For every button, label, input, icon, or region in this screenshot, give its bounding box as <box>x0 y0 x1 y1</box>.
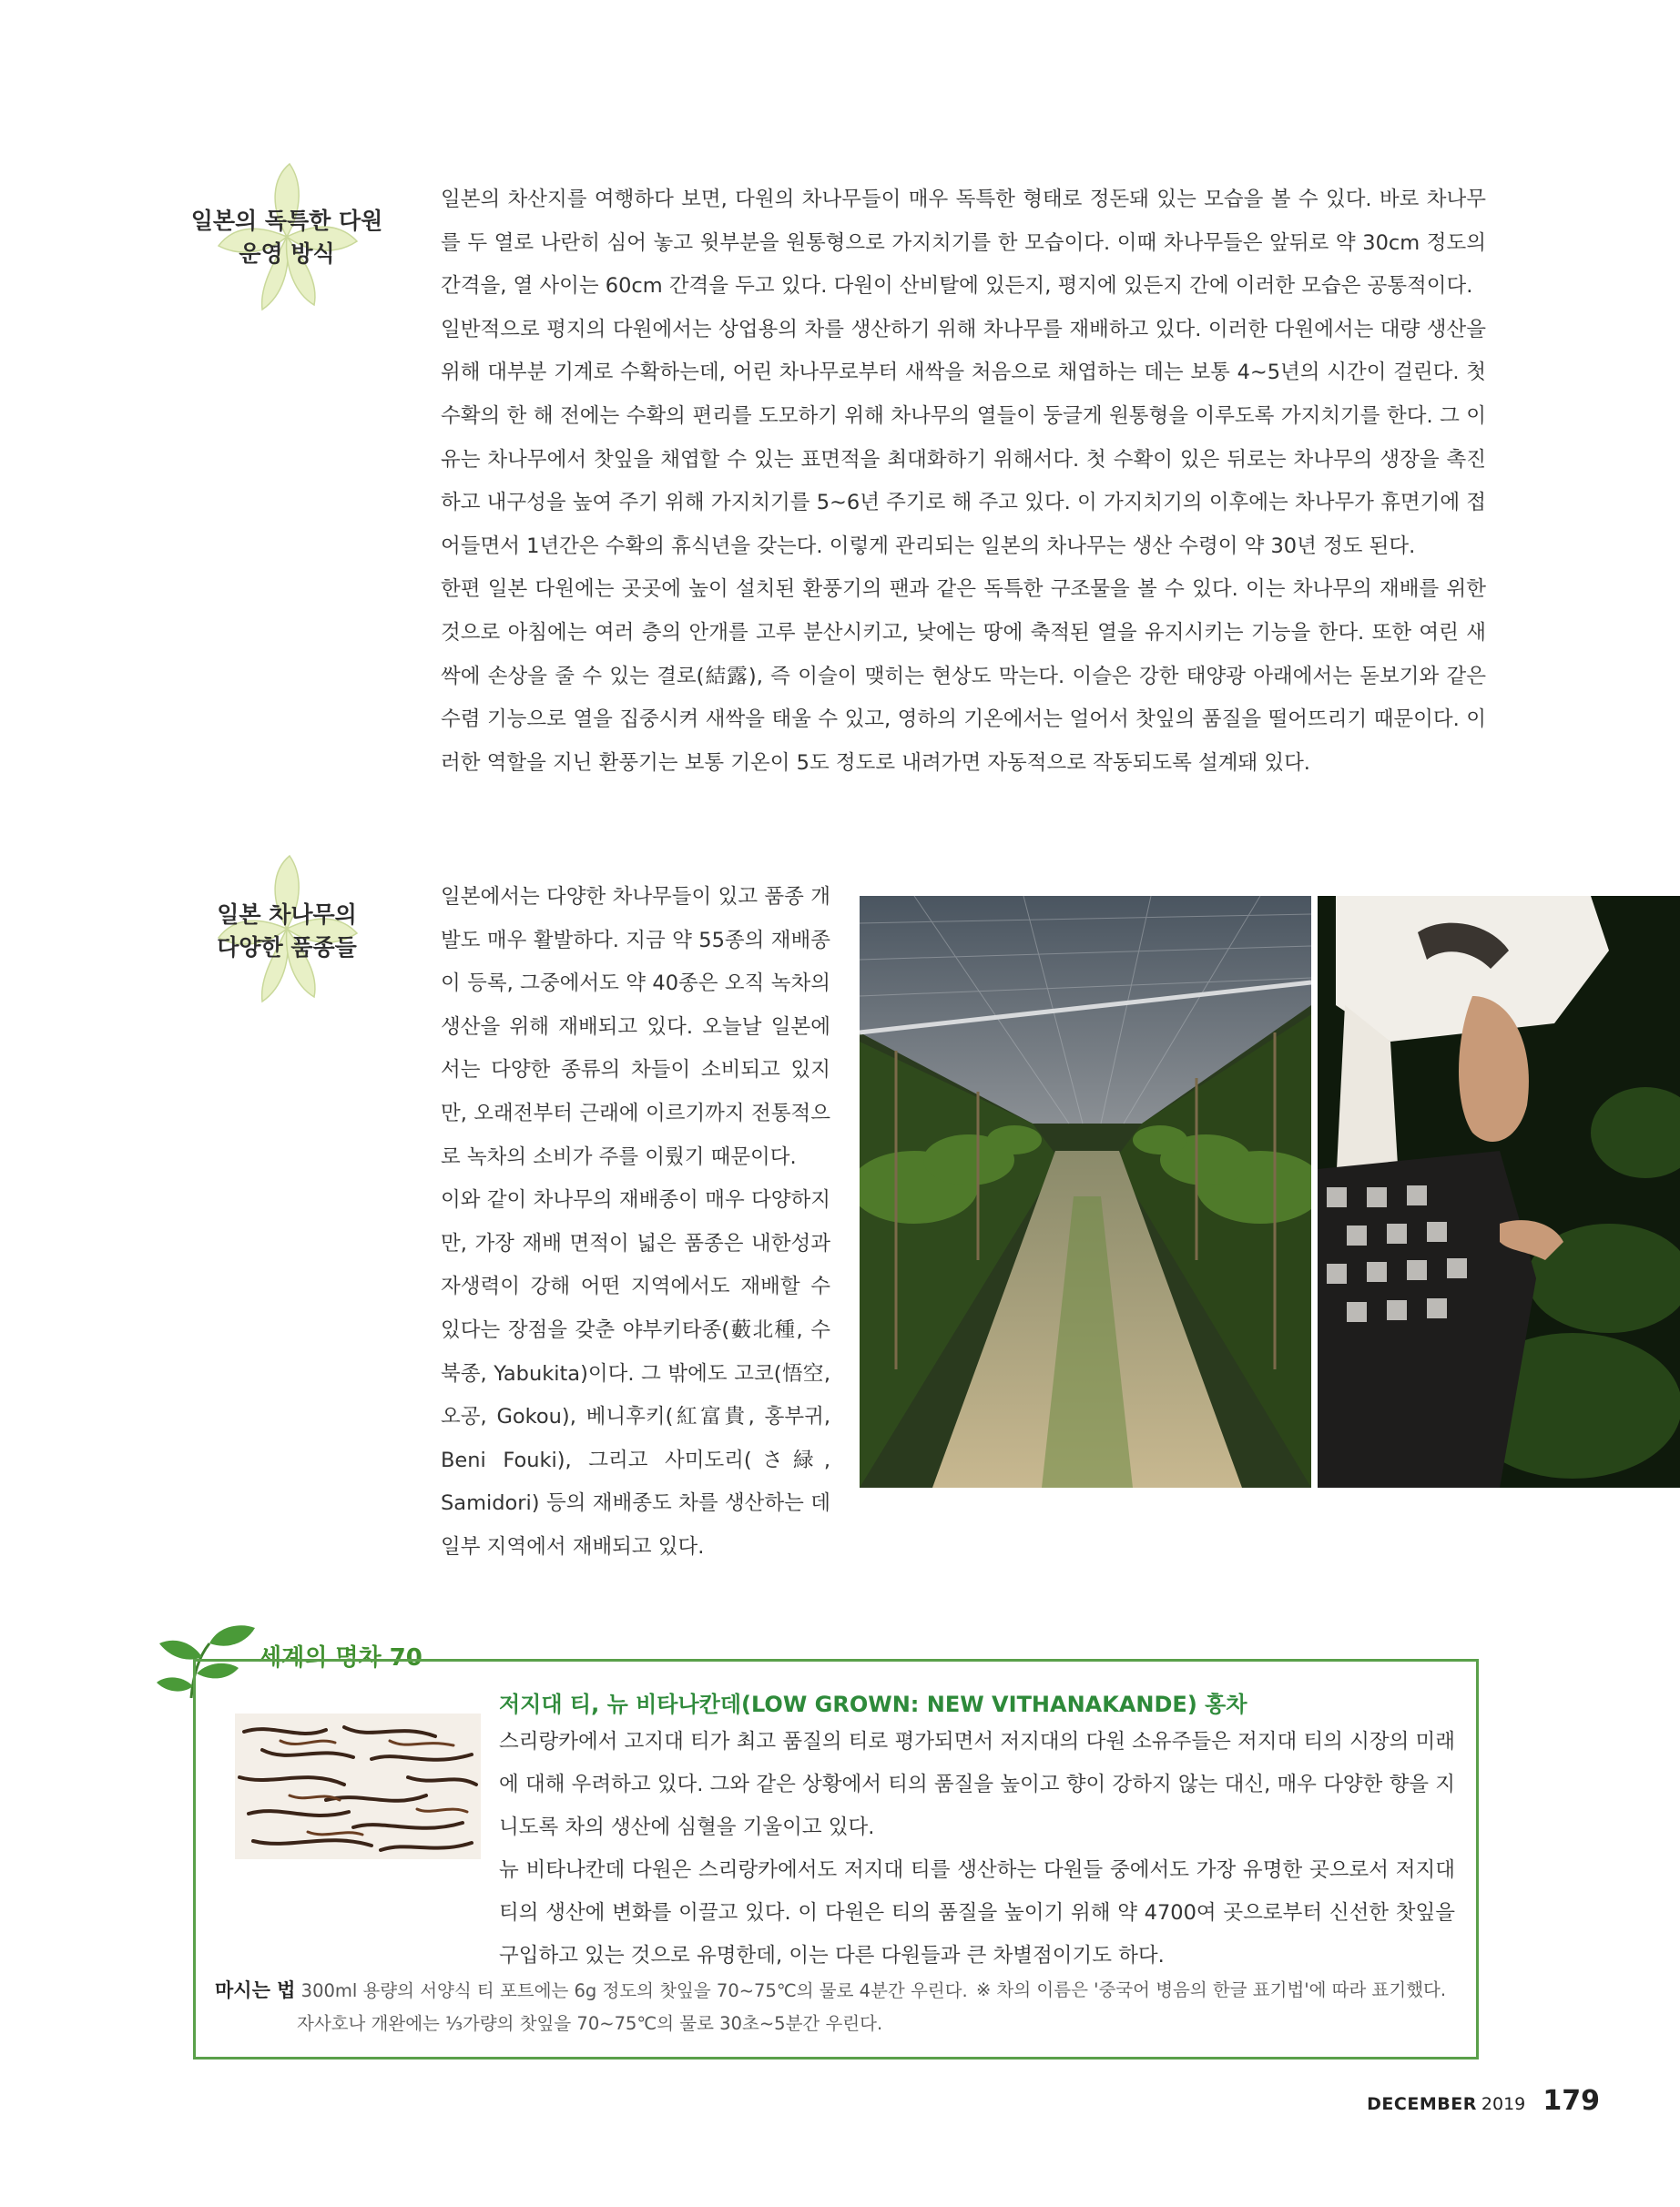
sidebar-title: 저지대 티, 뉴 비타나칸데(LOW GROWN: NEW VITHANAKANDE) 홍차 <box>499 1692 1247 1717</box>
page-number: 179 <box>1543 2085 1600 2117</box>
brewing-text2: 자사호나 개완에는 ⅓가량의 찻잎을 70~75℃의 물로 30초~5분간 우린다. <box>297 2013 883 2034</box>
sidebar-body <box>499 1721 1455 1978</box>
paragraph: 뉴 비타나칸데 다원은 스리랑카에서도 저지대 티를 생산하는 다원들 중에서도 가장 유명한 곳으로서 저지대 티의 생산에 변화를 이끌고 있다. 이 다원은 티의 품질을 높이기 위해 약 4700여 곳으로부터 신선한 찻잎을 구입하고 있는 것으로 유명한데, 이는 다른 다원들과 큰 차별점이기도 하다. <box>499 1858 1455 1968</box>
section1-label-line2: 운영 방식 <box>239 240 335 267</box>
tea-garden-illustration <box>860 896 1311 1488</box>
paragraph: 스리랑카에서 고지대 티가 최고 품질의 티로 평가되면서 저지대의 다원 소유주들은 저지대 티의 시장의 미래에 대해 우려하고 있다. 그와 같은 상황에서 티의 품질을 높이고 향이 강하지 않는 대신, 매우 다양한 향을 지니도록 차의 생산에 심혈을 기울이고 있다. <box>499 1730 1455 1839</box>
section2-label <box>182 851 392 1006</box>
paragraph: 한편 일본 다원에는 곳곳에 높이 설치된 환풍기의 팬과 같은 독특한 구조물을 볼 수 있다. 이는 차나무의 재배를 위한 것으로 아침에는 여러 층의 안개를 고루 분산시키고, 낮에는 땅에 축적된 열을 유지시키는 기능을 한다. 또한 여린 새싹에 손상을 줄 수 있는 결로(結露), 즉 이슬이 맺히는 현상도 막는다. 이슬은 강한 태양광 아래에서는 돋보기와 같은 수렴 기능으로 열을 집중시켜 새싹을 태울 수 있고, 영하의 기온에서는 얼어서 찻잎의 품질을 떨어뜨리기 때문이다. 이러한 역할을 지닌 환풍기는 보통 기온이 5도 정도로 내려가면 자동적으로 작동되도록 설계돼 있다. <box>441 577 1486 775</box>
series-title: 세계의 명차 70 <box>259 1644 423 1672</box>
page-folio <box>1367 2085 1600 2117</box>
folio-year: 2019 <box>1481 2094 1526 2114</box>
section2-label-line1: 일본 차나무의 <box>217 901 357 928</box>
section1-label-line1: 일본의 독특한 다원 <box>190 208 383 234</box>
paragraph: 일본의 차산지를 여행하다 보면, 다원의 차나무들이 매우 독특한 형태로 정돈돼 있는 모습을 볼 수 있다. 바로 차나무를 두 열로 나란히 심어 놓고 윗부분을 원통형으로 가지치기를 한 모습이다. 이때 차나무들은 앞뒤로 약 30cm 정도의 간격을, 열 사이는 60cm 간격을 두고 있다. 다원이 산비탈에 있든지, 평지에 있든지 간에 이러한 모습은 공통적이다. <box>441 188 1486 299</box>
tea-picker-illustration <box>1318 896 1680 1488</box>
paragraph: 일반적으로 평지의 다원에서는 상업용의 차를 생산하기 위해 차나무를 재배하고 있다. 이러한 다원에서는 대량 생산을 위해 대부분 기계로 수확하는데, 어린 차나무로부터 새싹을 처음으로 채엽하는 데는 보통 4~5년의 시간이 걸린다. 첫 수확의 한 해 전에는 수확의 편리를 도모하기 위해 차나무의 열들이 둥글게 원통형을 이루도록 가지치기를 한다. 그 이유는 차나무에서 찻잎을 채엽할 수 있는 표면적을 최대화하기 위해서다. 첫 수확이 있은 뒤로는 차나무의 생장을 촉진하고 내구성을 높여 주기 위해 가지치기를 5~6년 주기로 해 주고 있다. 이 가지치기의 이후에는 차나무가 휴면기에 접어들면서 1년간은 수확의 휴식년을 갖는다. 이렇게 관리되는 일본의 차나무는 생산 수령이 약 30년 정도 된다. <box>441 317 1486 558</box>
brewing-text1: 300ml 용량의 서양식 티 포트에는 6g 정도의 찻잎을 70~75℃의 물로 4분간 우린다. <box>300 1980 968 2001</box>
brewing-line2 <box>215 2008 1471 2040</box>
paragraph: 일본에서는 다양한 차나무들이 있고 품종 개발도 매우 활발하다. 지금 약 55종의 재배종이 등록, 그중에서도 약 40종은 오직 녹차의 생산을 위해 재배되고 있다. 오늘날 일본에서는 다양한 종류의 차들이 소비되고 있지만, 오래전부터 근래에 이르기까지 전통적으로 녹차의 소비가 주를 이뤘기 때문이다. <box>441 885 830 1169</box>
folio-month: DECEMBER <box>1367 2094 1477 2114</box>
paragraph: 이와 같이 차나무의 재배종이 매우 다양하지만, 가장 재배 면적이 넓은 품종은 내한성과 자생력이 강해 어떤 지역에서도 재배할 수 있다는 장점을 갖춘 야부키타종(藪北種, 수북종, Yabukita)이다. 그 밖에도 고코(悟空, 오공, Gokou), 베니후키(紅富貴, 홍부귀, Beni Fouki), 그리고 사미도리(さ緑, Samidori) 등의 재배종도 차를 생산하는 데 일부 지역에서 재배되고 있다. <box>441 1188 830 1559</box>
section1-label <box>182 159 392 314</box>
section2-body <box>441 876 830 1570</box>
brewing-label: 마시는 법 <box>215 1979 296 2001</box>
section2-label-line2: 다양한 품종들 <box>217 934 357 961</box>
section1-body <box>441 178 1486 785</box>
dried-tea-leaves-illustration <box>235 1714 481 1859</box>
tea-garden-photo <box>860 896 1311 1488</box>
naming-note: ※ 차의 이름은 '중국어 병음의 한글 표기법'에 따라 표기했다. <box>976 1979 1447 2000</box>
tea-picker-photo <box>1318 896 1680 1488</box>
tea-leaves-photo <box>235 1714 481 1859</box>
